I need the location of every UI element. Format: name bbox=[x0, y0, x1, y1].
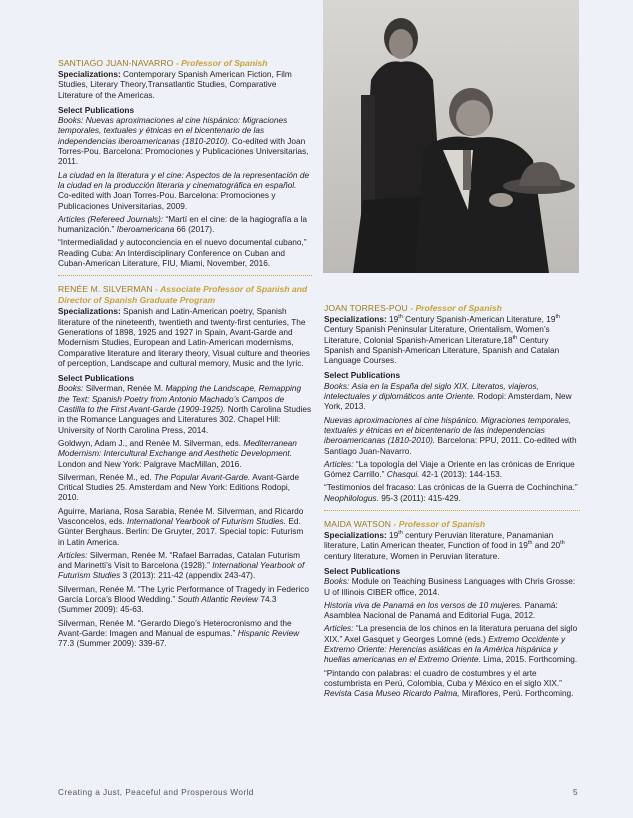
publication: Books: Module on Teaching Business Languages with Chris Grosse: U of Illinois CIBER office, 2014. bbox=[324, 576, 576, 597]
publication: “Testimonios del fracaso: Las crónicas de la Guerra de Cochinchina.” Neophilologus. 95-3 (2011): 415-429. bbox=[324, 482, 578, 503]
faculty-role: - Professor of Spanish bbox=[175, 58, 268, 68]
section-divider bbox=[58, 275, 312, 276]
publication: Historia viva de Panamá en los versos de 10 mujeres. Panamá: Asamblea Nacional de Panamá and Editorial Fuga, 2012. bbox=[324, 599, 558, 621]
publication: Silverman, Renée M. “Gerardo Diego’s Heterocronismo and the Avant-Garde: Imagen and Manual de espumas.” Hispanic Review 77.3 (Summer 2009): 339-67. bbox=[58, 617, 300, 649]
faculty-heading bbox=[58, 58, 312, 69]
publication: Articles: Silverman, Renée M. “Rafael Barradas, Catalan Futurism and Marinetti’s Visit to Barcelona (1928).” International Yearbook of Futurism Studies 3 (2013): 211-42 (appendix 243-47). bbox=[58, 549, 305, 581]
select-publications-heading: Select Publications bbox=[324, 565, 401, 576]
faculty-heading bbox=[324, 303, 580, 314]
faculty-role: - Professor of Spanish bbox=[410, 303, 502, 313]
faculty-name: JOAN TORRES-POU bbox=[324, 303, 408, 313]
faculty-heading bbox=[58, 284, 312, 306]
publication: La ciudad en la literatura y el cine: Aspectos de la representación de la ciudad en la producción literaria y cinematográfica en español. Co-edited with Joan Torres-Pou. Barcelona: Promociones y Publicaciones Universitarias, 2009. bbox=[58, 169, 310, 211]
faculty-entry-torres-pou bbox=[324, 303, 580, 503]
publication: Articles (Refereed Journals): “Martí en el cine: de la hagiografía a la humanización.” Iberoamericana 66 (2017). bbox=[58, 213, 308, 235]
historic-photo bbox=[323, 0, 579, 273]
faculty-name: MAIDA WATSON bbox=[324, 519, 392, 530]
page-number: 5 bbox=[573, 787, 578, 797]
faculty-entry-watson bbox=[324, 519, 580, 698]
publication: Books: Silverman, Renée M. Mapping the Landscape, Remapping the Text: Spanish Poetry from Antonio Machado’s Campos de Castilla to the First Avant-Garde (1909-1925). North Carolina Studies in the Romance Languages and Literatures 302. Chapel Hill: University of North Carolina Press, 2014. bbox=[58, 383, 312, 435]
publication: Aguirre, Mariana, Rosa Sarabia, Renée M. Silverman, and Ricardo Vasconcelos, eds. International Yearbook of Futurism Studies. Ed. Günter Berghaus. Berlin: De Gruyter, 2017. Special topic: Futurism in Latin America. bbox=[58, 505, 304, 547]
select-publications-heading: Select Publications bbox=[58, 104, 135, 115]
faculty-role: - Professor of Spanish bbox=[393, 519, 486, 530]
left-column bbox=[58, 58, 312, 652]
publication: Books: Asia en la España del siglo XIX. Literatos, viajeros, intelectuales y diplomáticos ante Oriente. Rodopi: Amsterdam, New York, 2013. bbox=[324, 380, 572, 412]
publication: “Intermedialidad y autoconciencia en el nuevo documental cubano,” Reading Cuba: An Interdisciplinary Conference on Cuban and Cuban-American Literature, FIU, Miami, November, 2016. bbox=[58, 237, 307, 269]
portrait-photo-image bbox=[323, 0, 579, 273]
publication: Silverman, Renée M. “The Lyric Performance of Tragedy in Federico García Lorca’s Blood Wedding.” South Atlantic Review 74.3 (Summer 2009): 45-63. bbox=[58, 583, 310, 615]
faculty-entry-silverman bbox=[58, 284, 312, 648]
specializations: Specializations: 19th Century Spanish-American Literature, 19th Century Spanish Peninsular Literature, Orientalism, Women’s Literature, Colonial Spanish-American Literature,18th Century Spanish and Spanish-American Literature, Spanish and Catalan Language Courses. bbox=[324, 314, 561, 366]
faculty-role: - Associate Professor of Spanish and Director of Spanish Graduate Program bbox=[58, 284, 308, 306]
publication: Goldwyn, Adam J., and Renée M. Silverman, eds. Mediterranean Modernism: Intercultural Exchange and Aesthetic Development. London and New York: Palgrave MacMillan, 2016. bbox=[58, 437, 297, 469]
select-publications-heading: Select Publications bbox=[58, 373, 135, 384]
page-footer: Creating a Just, Peaceful and Prosperous World bbox=[58, 787, 254, 797]
specializations: Specializations: Spanish and Latin-American poetry, Spanish literature of the nineteenth, twentieth and twenty-first centuries, The Generations of 1898, 1925 and 1927 in Spain, Avant-Garde and Modernism Studies, European and Latin-American modernisms, Comparative literature and literary theory, Visual culture and theories of perception, Landscape and cultural memory, Music and the lyric. bbox=[58, 306, 310, 368]
section-divider bbox=[324, 510, 580, 511]
faculty-name: SANTIAGO JUAN-NAVARRO bbox=[58, 58, 174, 68]
publication: Silverman, Renée M., ed. The Popular Avant-Garde. Avant-Garde Critical Studies 25. Amsterdam and New York: Editions Rodopi, 2010. bbox=[58, 471, 300, 503]
publication: Articles: “La presencia de los chinos en la literatura peruana del siglo XIX.” Axel Gasquet y Georges Lomné (eds.) Extremo Occidente y Extremo Oriente: Herencias asiáticas en la América hispánica y huellas americanas en el Extremo Oriente. Lima, 2015. Forthcoming. bbox=[324, 623, 578, 665]
publication: “Pintando con palabras: el cuadro de costumbres y el arte costumbrista en Perú, Colombia, Cuba y México en el siglo XIX.” Revista Casa Museo Ricardo Palma, Miraflores, Perú. Forthcoming. bbox=[324, 667, 574, 699]
publication: Books: Nuevas aproximaciones al cine hispánico: Migraciones temporales, textuales y étnicas en el bicentenario de las independencias iberoamericanas (1810-2010). Co-edited with Joan Torres-Pou. Barcelona: Promociones y Publicaciones Universitarias, 2011. bbox=[58, 115, 309, 167]
faculty-heading bbox=[324, 519, 580, 530]
specializations: Specializations: Contemporary Spanish American Fiction, Film Studies, Literary Theory,Transatlantic Studies, Comparative Literature of the Americas. bbox=[58, 69, 292, 100]
select-publications-heading: Select Publications bbox=[324, 370, 401, 381]
publication: Nuevas aproximaciones al cine hispánico. Migraciones temporales, textuales y étnicas en el bicentenario de las independencias iberoamericanas (1810-2010). Barcelona: PPU, 2011. Co-edited with Santiago Juan-Navarro. bbox=[324, 414, 577, 456]
specializations: Specializations: 19th century Peruvian literature, Panamanian literature, Latin American theater, Function of food in 19th and 20th century literature, Women in Peruvian literature. bbox=[324, 530, 565, 561]
right-column bbox=[324, 303, 580, 702]
faculty-name: RENÉE M. SILVERMAN bbox=[58, 284, 153, 295]
faculty-entry-juan-navarro bbox=[58, 58, 312, 268]
publication: Articles: “La topología del Viaje a Oriente en las crónicas de Enrique Gómez Carrillo.” Chasqui. 42-1 (2013): 144-153. bbox=[324, 458, 575, 480]
